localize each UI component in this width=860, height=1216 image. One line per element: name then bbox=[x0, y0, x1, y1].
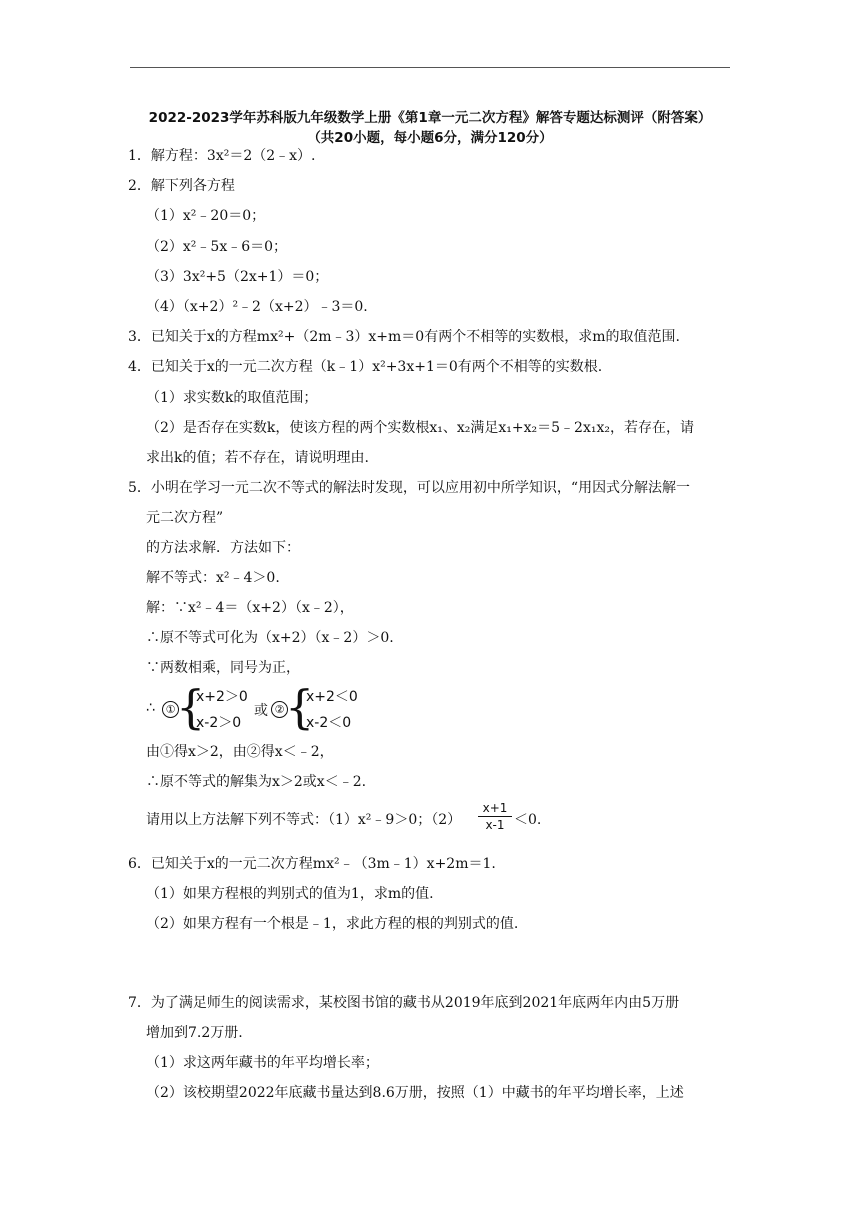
example-step-3: ∵两数相乘，同号为正， bbox=[146, 660, 300, 676]
system-1-line-1: x+2＞0 bbox=[196, 689, 248, 705]
question-4-part-2-cont: 求出k的值；若不存在，请说明理由. bbox=[146, 450, 369, 466]
fraction-denominator: x-1 bbox=[485, 818, 505, 832]
question-1: 1．解方程：3x²＝2（2﹣x）. bbox=[128, 148, 316, 164]
question-5-cont-1: 元二次方程” bbox=[146, 510, 224, 526]
page-title: 2022-2023学年苏科版九年级数学上册《第1章一元二次方程》解答专题达标测评（附答案） bbox=[148, 110, 712, 126]
question-4: 4．已知关于x的一元二次方程（k﹣1）x²+3x+1＝0有两个不相等的实数根. bbox=[128, 359, 603, 375]
therefore-symbol: ∴ bbox=[146, 700, 155, 716]
question-2-part-2: （2）x²﹣5x﹣6＝0； bbox=[146, 239, 288, 255]
example-problem: 解不等式：x²﹣4＞0. bbox=[146, 570, 280, 586]
question-7-part-1: （1）求这两年藏书的年平均增长率； bbox=[146, 1055, 379, 1071]
question-7-part-2: （2）该校期望2022年底藏书量达到8.6万册，按照（1）中藏书的年平均增长率，上述 bbox=[146, 1085, 684, 1101]
system-2-line-1: x+2＜0 bbox=[306, 689, 358, 705]
question-4-part-2: （2）是否存在实数k，使该方程的两个实数根x₁、x₂满足x₁+x₂＝5﹣2x₁x₂，若存在，请 bbox=[146, 420, 694, 436]
fraction-numerator: x+1 bbox=[482, 801, 508, 815]
question-6-part-1: （1）如果方程根的判别式的值为1，求m的值. bbox=[146, 886, 434, 902]
question-2-part-1: （1）x²﹣20＝0； bbox=[146, 208, 266, 224]
brace-2: { bbox=[285, 680, 315, 734]
question-2-part-3: （3）3x²+5（2x+1）＝0； bbox=[146, 269, 329, 285]
question-7-cont: 增加到7.2万册. bbox=[146, 1025, 243, 1041]
question-2-part-4: （4）（x+2）²﹣2（x+2）﹣3＝0. bbox=[146, 299, 368, 315]
question-3: 3．已知关于x的方程mx²+（2m﹣3）x+m＝0有两个不相等的实数根，求m的取值范围. bbox=[128, 329, 680, 345]
example-step-4: 由①得x＞2，由②得x＜﹣2， bbox=[146, 744, 334, 760]
question-5-task: 请用以上方法解下列不等式：（1）x²﹣9＞0；（2） bbox=[146, 812, 462, 828]
case-1-label: ① bbox=[162, 701, 179, 718]
fraction-bar bbox=[478, 816, 512, 817]
fraction-tail: ＜0. bbox=[514, 812, 542, 828]
question-5: 5．小明在学习一元二次不等式的解法时发现，可以应用初中所学知识，“用因式分解法解一 bbox=[128, 480, 691, 496]
fraction bbox=[478, 801, 512, 832]
question-5-cont-2: 的方法求解．方法如下： bbox=[146, 540, 300, 556]
case-2-label: ② bbox=[271, 701, 288, 718]
or-word: 或 bbox=[254, 703, 268, 719]
system-2-line-2: x-2＜0 bbox=[306, 715, 352, 731]
brace-1: { bbox=[176, 680, 206, 734]
question-6-part-2: （2）如果方程有一个根是﹣1，求此方程的根的判别式的值. bbox=[146, 916, 519, 932]
question-6: 6．已知关于x的一元二次方程mx²﹣（3m﹣1）x+2m＝1. bbox=[128, 856, 496, 872]
header-rule bbox=[130, 67, 730, 68]
question-2: 2．解下列各方程 bbox=[128, 178, 235, 194]
inequality-system bbox=[146, 680, 376, 736]
system-1-line-2: x-2＞0 bbox=[196, 715, 242, 731]
example-step-1: 解：∵x²﹣4＝（x+2）（x﹣2）， bbox=[146, 600, 354, 616]
example-step-2: ∴原不等式可化为（x+2）（x﹣2）＞0. bbox=[146, 630, 394, 646]
example-conclusion: ∴原不等式的解集为x＞2或x＜﹣2. bbox=[146, 774, 367, 790]
question-4-part-1: （1）求实数k的取值范围； bbox=[146, 390, 318, 406]
question-7: 7．为了满足师生的阅读需求，某校图书馆的藏书从2019年底到2021年底两年内由5万册 bbox=[128, 995, 680, 1011]
page-subtitle: （共20小题，每小题6分，满分120分） bbox=[307, 130, 553, 146]
